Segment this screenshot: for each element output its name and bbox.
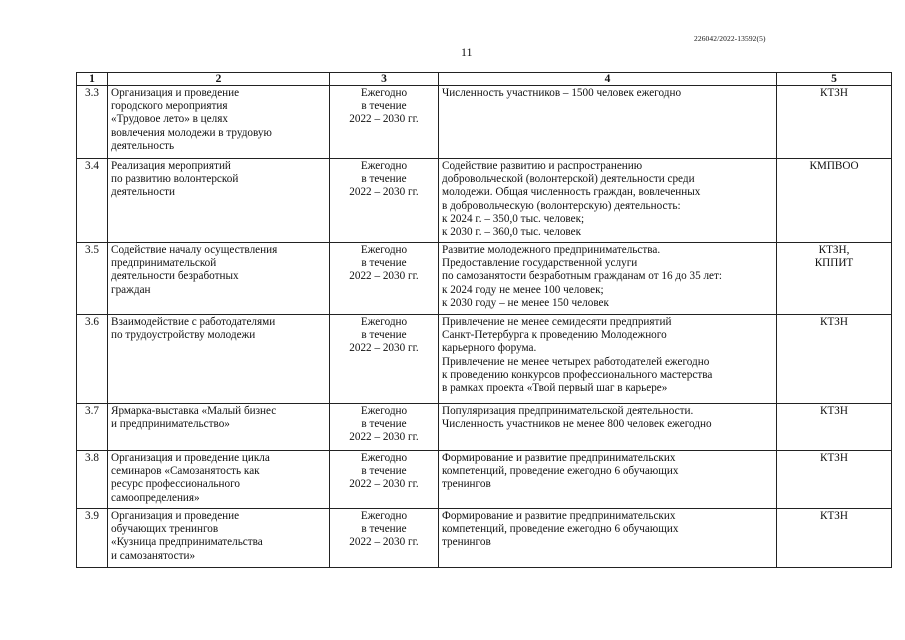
- cell-text-line: КТЗН: [820, 510, 848, 522]
- cell-text-line: Ежегодно: [360, 316, 408, 328]
- cell-text-line: «Трудовое лето» в целях: [111, 113, 228, 126]
- cell-text-line: Привлечение не менее семидесяти предприятий: [442, 316, 672, 328]
- cell-text-line: Ежегодно: [360, 244, 408, 256]
- table-row: [77, 451, 892, 509]
- cell-text-line: Реализация мероприятий: [111, 160, 231, 172]
- row-number: 3.6: [77, 315, 108, 404]
- cell-text-line: карьерного форума.: [442, 342, 537, 355]
- cell-text-line: и предпринимательство»: [111, 418, 230, 431]
- column-header: 2: [108, 73, 330, 86]
- cell-text-line: 2022 – 2030 гг.: [349, 342, 419, 355]
- cell-text-line: по развитию волонтерской: [111, 173, 239, 186]
- cell-text-line: ресурс профессионального: [111, 478, 241, 491]
- cell-text-line: городского мероприятия: [111, 100, 228, 113]
- cell-text-line: к 2024 г. – 350,0 тыс. человек;: [442, 212, 585, 225]
- result-cell: [439, 451, 777, 509]
- cell-text-line: Ежегодно: [360, 87, 408, 99]
- cell-text-line: в течение: [361, 257, 407, 270]
- cell-text-line: в течение: [361, 523, 407, 536]
- term-cell: [330, 159, 439, 243]
- measure-name-cell: [108, 509, 330, 568]
- result-cell: [439, 243, 777, 315]
- cell-text-line: Организация и проведение: [111, 87, 240, 99]
- cell-text-line: КМПВОО: [809, 160, 859, 172]
- cell-text-line: 2022 – 2030 гг.: [349, 431, 419, 444]
- measures-table: [76, 72, 892, 568]
- cell-text-line: в течение: [361, 100, 407, 113]
- cell-text-line: 2022 – 2030 гг.: [349, 113, 419, 126]
- cell-text-line: Взаимодействие с работодателями: [111, 316, 276, 328]
- cell-text-line: КТЗН: [820, 452, 848, 464]
- cell-text-line: деятельности: [111, 186, 176, 199]
- measure-name-cell: [108, 86, 330, 159]
- cell-text-line: тренингов: [442, 536, 491, 549]
- responsible-cell: [777, 315, 892, 404]
- term-cell: [330, 315, 439, 404]
- cell-text-line: Численность участников не менее 800 человек ежегодно: [442, 418, 712, 431]
- cell-text-line: компетенций, проведение ежегодно 6 обучающих: [442, 523, 679, 536]
- term-cell: [330, 451, 439, 509]
- measure-name-cell: [108, 243, 330, 315]
- result-cell: [439, 315, 777, 404]
- cell-text-line: Ежегодно: [360, 405, 408, 417]
- cell-text-line: КППИТ: [814, 257, 854, 270]
- cell-text-line: 2022 – 2030 гг.: [349, 270, 419, 283]
- cell-text-line: КТЗН: [820, 87, 848, 99]
- table-header-row: [77, 73, 892, 86]
- result-cell: [439, 509, 777, 568]
- responsible-cell: [777, 509, 892, 568]
- measure-name-cell: [108, 451, 330, 509]
- cell-text-line: КТЗН: [820, 405, 848, 417]
- table-row: [77, 404, 892, 451]
- cell-text-line: тренингов: [442, 478, 491, 491]
- cell-text-line: обучающих тренингов: [111, 523, 219, 536]
- cell-text-line: в течение: [361, 329, 407, 342]
- cell-text-line: в течение: [361, 465, 407, 478]
- result-cell: [439, 159, 777, 243]
- measure-name-cell: [108, 315, 330, 404]
- cell-text-line: Организация и проведение: [111, 510, 240, 522]
- cell-text-line: к 2030 г. – 360,0 тыс. человек: [442, 226, 582, 239]
- cell-text-line: «Кузница предпринимательства: [111, 536, 263, 549]
- term-cell: [330, 86, 439, 159]
- row-number: 3.3: [77, 86, 108, 159]
- responsible-cell: [777, 243, 892, 315]
- measure-name-cell: [108, 404, 330, 451]
- cell-text-line: Ярмарка-выставка «Малый бизнес: [111, 405, 277, 417]
- cell-text-line: Организация и проведение цикла: [111, 452, 270, 464]
- measure-name-cell: [108, 159, 330, 243]
- cell-text-line: в добровольческую (волонтерскую) деятельность:: [442, 199, 681, 212]
- row-number: 3.9: [77, 509, 108, 568]
- cell-text-line: Санкт-Петербурга к проведению Молодежного: [442, 329, 667, 342]
- responsible-cell: [777, 86, 892, 159]
- cell-text-line: 2022 – 2030 гг.: [349, 186, 419, 199]
- measures-table-container: [76, 72, 892, 568]
- cell-text-line: Привлечение не менее четырех работодателей ежегодно: [442, 355, 710, 368]
- term-cell: [330, 404, 439, 451]
- cell-text-line: добровольческой (волонтерской) деятельности среди: [442, 173, 695, 186]
- cell-text-line: к 2024 году не менее 100 человек;: [442, 283, 604, 296]
- cell-text-line: Содействие развитию и распространению: [442, 160, 643, 172]
- table-row: [77, 509, 892, 568]
- responsible-cell: [777, 404, 892, 451]
- cell-text-line: Ежегодно: [360, 160, 408, 172]
- row-number: 3.4: [77, 159, 108, 243]
- table-body: [77, 86, 892, 568]
- cell-text-line: Развитие молодежного предпринимательства.: [442, 244, 661, 256]
- cell-text-line: компетенций, проведение ежегодно 6 обучающих: [442, 465, 679, 478]
- term-cell: [330, 243, 439, 315]
- table-row: [77, 86, 892, 159]
- cell-text-line: граждан: [111, 283, 151, 296]
- cell-text-line: по трудоустройству молодежи: [111, 329, 256, 342]
- table-row: [77, 315, 892, 404]
- responsible-cell: [777, 451, 892, 509]
- cell-text-line: Формирование и развитие предпринимательских: [442, 452, 676, 464]
- cell-text-line: 2022 – 2030 гг.: [349, 536, 419, 549]
- column-header: 4: [439, 73, 777, 86]
- result-cell: [439, 404, 777, 451]
- page-number: 11: [461, 45, 473, 59]
- table-row: [77, 159, 892, 243]
- responsible-cell: [777, 159, 892, 243]
- cell-text-line: вовлечения молодежи в трудовую: [111, 126, 272, 139]
- cell-text-line: самоопределения»: [111, 491, 200, 504]
- column-header: 1: [77, 73, 108, 86]
- term-cell: [330, 509, 439, 568]
- cell-text-line: КТЗН,: [818, 244, 850, 256]
- cell-text-line: к проведению конкурсов профессионального мастерства: [442, 368, 713, 381]
- cell-text-line: и самозанятости»: [111, 549, 196, 562]
- cell-text-line: в течение: [361, 173, 407, 186]
- cell-text-line: предпринимательской: [111, 257, 217, 270]
- document-registration-code: 226042/2022-13592(5): [694, 34, 766, 43]
- cell-text-line: в рамках проекта «Твой первый шаг в карьере»: [442, 382, 668, 395]
- cell-text-line: КТЗН: [820, 316, 848, 328]
- row-number: 3.8: [77, 451, 108, 509]
- cell-text-line: Ежегодно: [360, 452, 408, 464]
- row-number: 3.7: [77, 404, 108, 451]
- cell-text-line: по самозанятости безработным гражданам от 16 до 35 лет:: [442, 270, 723, 283]
- cell-text-line: Предоставление государственной услуги: [442, 257, 638, 270]
- cell-text-line: к 2030 году – не менее 150 человек: [442, 296, 609, 309]
- cell-text-line: Ежегодно: [360, 510, 408, 522]
- cell-text-line: Содействие началу осуществления: [111, 244, 278, 256]
- table-row: [77, 243, 892, 315]
- cell-text-line: семинаров «Самозанятость как: [111, 465, 260, 478]
- row-number: 3.5: [77, 243, 108, 315]
- cell-text-line: Популяризация предпринимательской деятельности.: [442, 405, 694, 417]
- cell-text-line: Численность участников – 1500 человек ежегодно: [442, 87, 682, 99]
- column-header: 3: [330, 73, 439, 86]
- cell-text-line: 2022 – 2030 гг.: [349, 478, 419, 491]
- cell-text-line: Формирование и развитие предпринимательских: [442, 510, 676, 522]
- result-cell: [439, 86, 777, 159]
- cell-text-line: деятельность: [111, 139, 175, 152]
- cell-text-line: в течение: [361, 418, 407, 431]
- cell-text-line: деятельности безработных: [111, 270, 239, 283]
- cell-text-line: молодежи. Общая численность граждан, вовлеченных: [442, 186, 701, 199]
- column-header: 5: [777, 73, 892, 86]
